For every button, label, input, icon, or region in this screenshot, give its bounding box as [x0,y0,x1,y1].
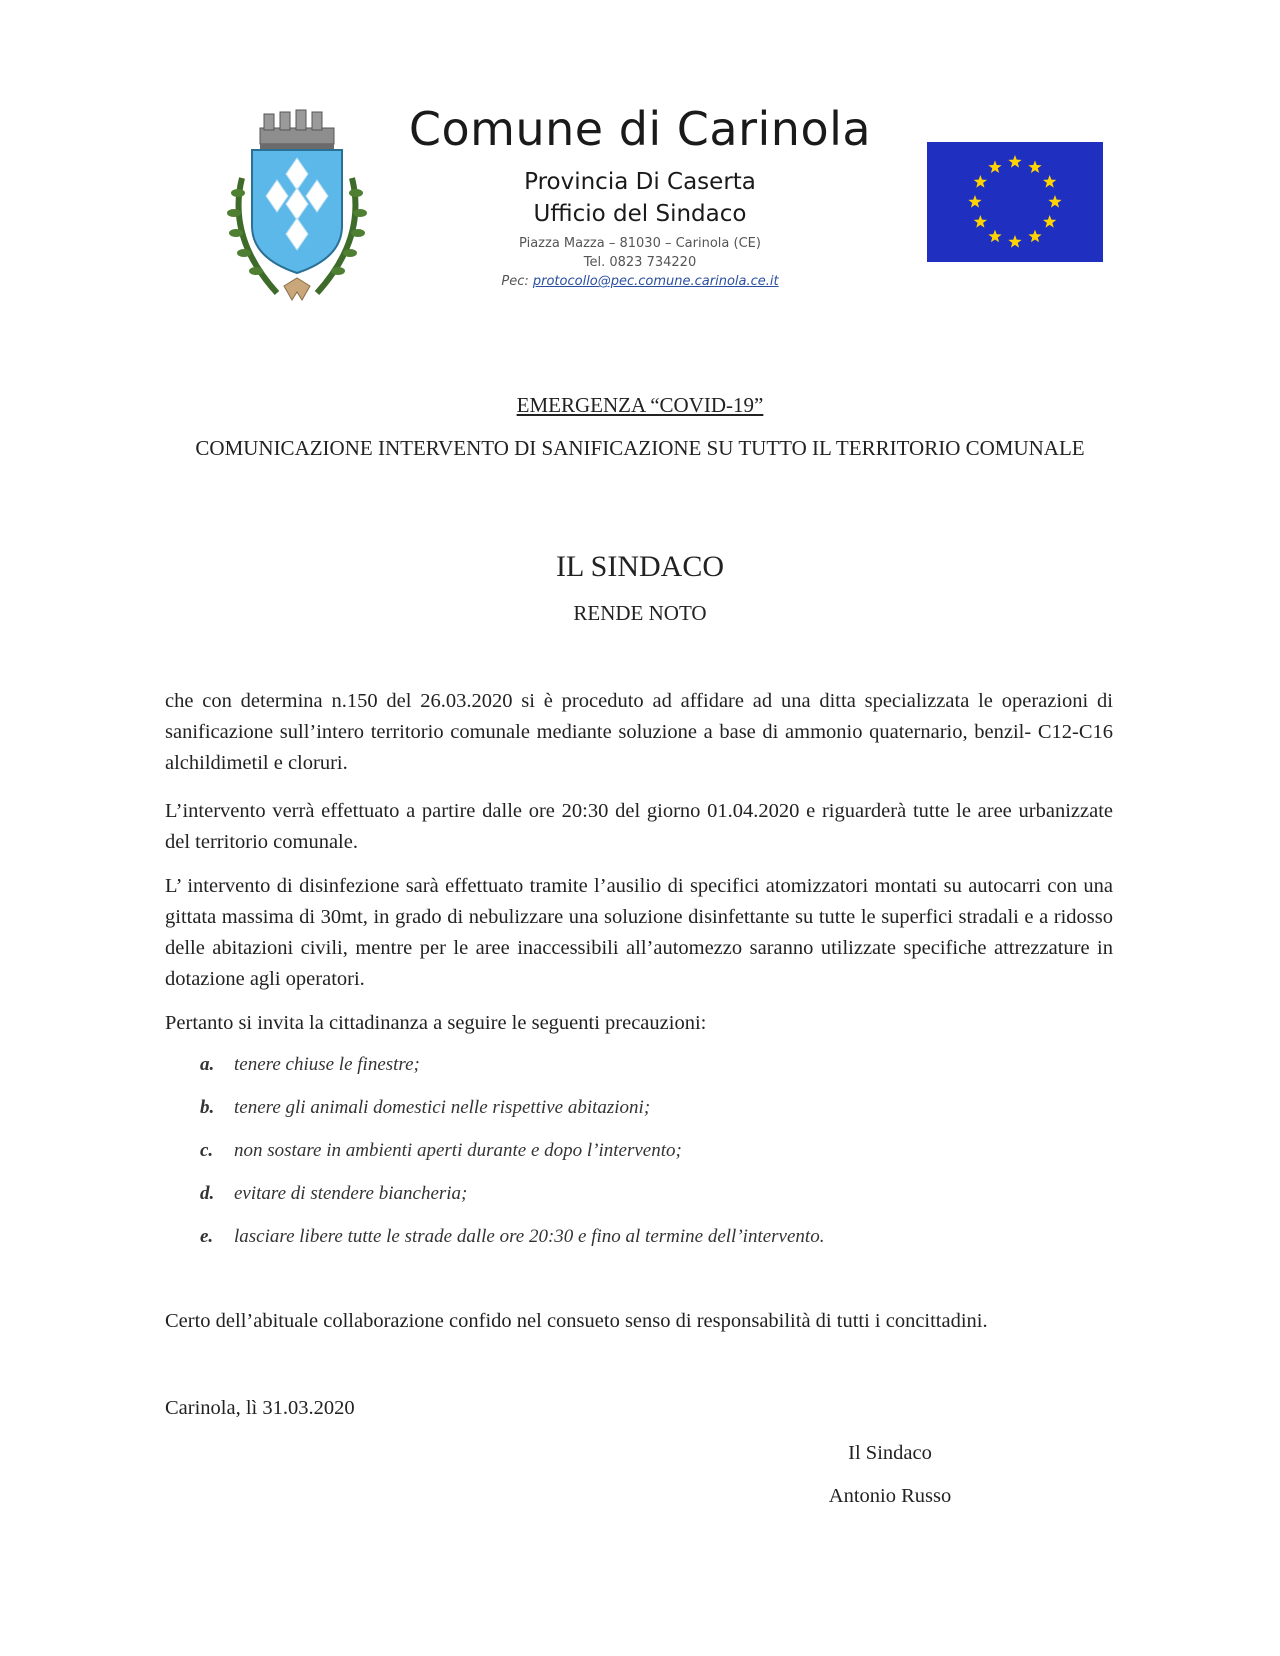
list-item: b. tenere gli animali domestici nelle rispettive abitazioni; [200,1097,651,1118]
list-item: d. evitare di stendere biancheria; [200,1183,468,1204]
signature-title: Il Sindaco [848,1442,932,1464]
phone-line: Tel. 0823 734220 [583,255,697,270]
eu-flag-icon [927,142,1103,262]
paragraph-precautions-intro: Pertanto si invita la cittadinanza a seguire le seguenti precauzioni: [165,1012,707,1034]
municipal-crest-icon [222,108,372,308]
paragraph-method: L’ intervento di disinfezione sarà effettuato tramite l’ausilio di specifici atomizzatori montati su autocarri con una gittata massima di 30mt, in grado di nebulizzare una soluzione disinfettante su tutte le superfici stradali e a ridosso delle abitazioni civili, mentre per le aree inaccessibili all’automezzo saranno utilizzate specifiche attrezzature in dotazione agli operatori. [165,875,1113,990]
mayor-heading: IL SINDACO [555,550,725,583]
announcement-subheading: RENDE NOTO [573,601,707,625]
municipality-name: Comune di Carinola [408,102,872,156]
pec-line [360,272,920,291]
letterhead [360,100,920,291]
signature-name: Antonio Russo [828,1485,952,1507]
place-date: Carinola, lì 31.03.2020 [165,1397,355,1419]
closing-statement: Certo dell’abituale collaborazione confido nel consueto senso di responsabilità di tutti i concittadini. [165,1310,988,1332]
province-name: Provincia Di Caserta [524,169,756,195]
list-item: c. non sostare in ambienti aperti durante e dopo l’intervento; [200,1140,682,1161]
precautions-list [200,1050,1100,1265]
emergency-title: EMERGENZA “COVID-19” [516,393,764,417]
document-subject: COMUNICAZIONE INTERVENTO DI SANIFICAZIONE SU TUTTO IL TERRITORIO COMUNALE [195,436,1085,460]
paragraph-determina: che con determina n.150 del 26.03.2020 si è proceduto ad affidare ad una ditta specializzata le operazioni di sanificazione sull’intero territorio comunale mediante soluzione a base di ammonio quaternario, benzil- C12-C16 alchildimetil e cloruri. [165,690,1113,774]
pec-label: Pec: [501,274,529,289]
pec-email-link[interactable]: protocollo@pec.comune.carinola.ce.it [532,274,779,289]
list-item: a. tenere chiuse le finestre; [200,1054,420,1075]
office-name: Ufficio del Sindaco [533,201,747,227]
paragraph-schedule: L’intervento verrà effettuato a partire dalle ore 20:30 del giorno 01.04.2020 e riguarderà tutte le aree urbanizzate del territorio comunale. [165,800,1113,853]
list-item: e. lasciare libere tutte le strade dalle ore 20:30 e fino al termine dell’intervento. [200,1226,825,1247]
address-line: Piazza Mazza – 81030 – Carinola (CE) [519,236,761,251]
